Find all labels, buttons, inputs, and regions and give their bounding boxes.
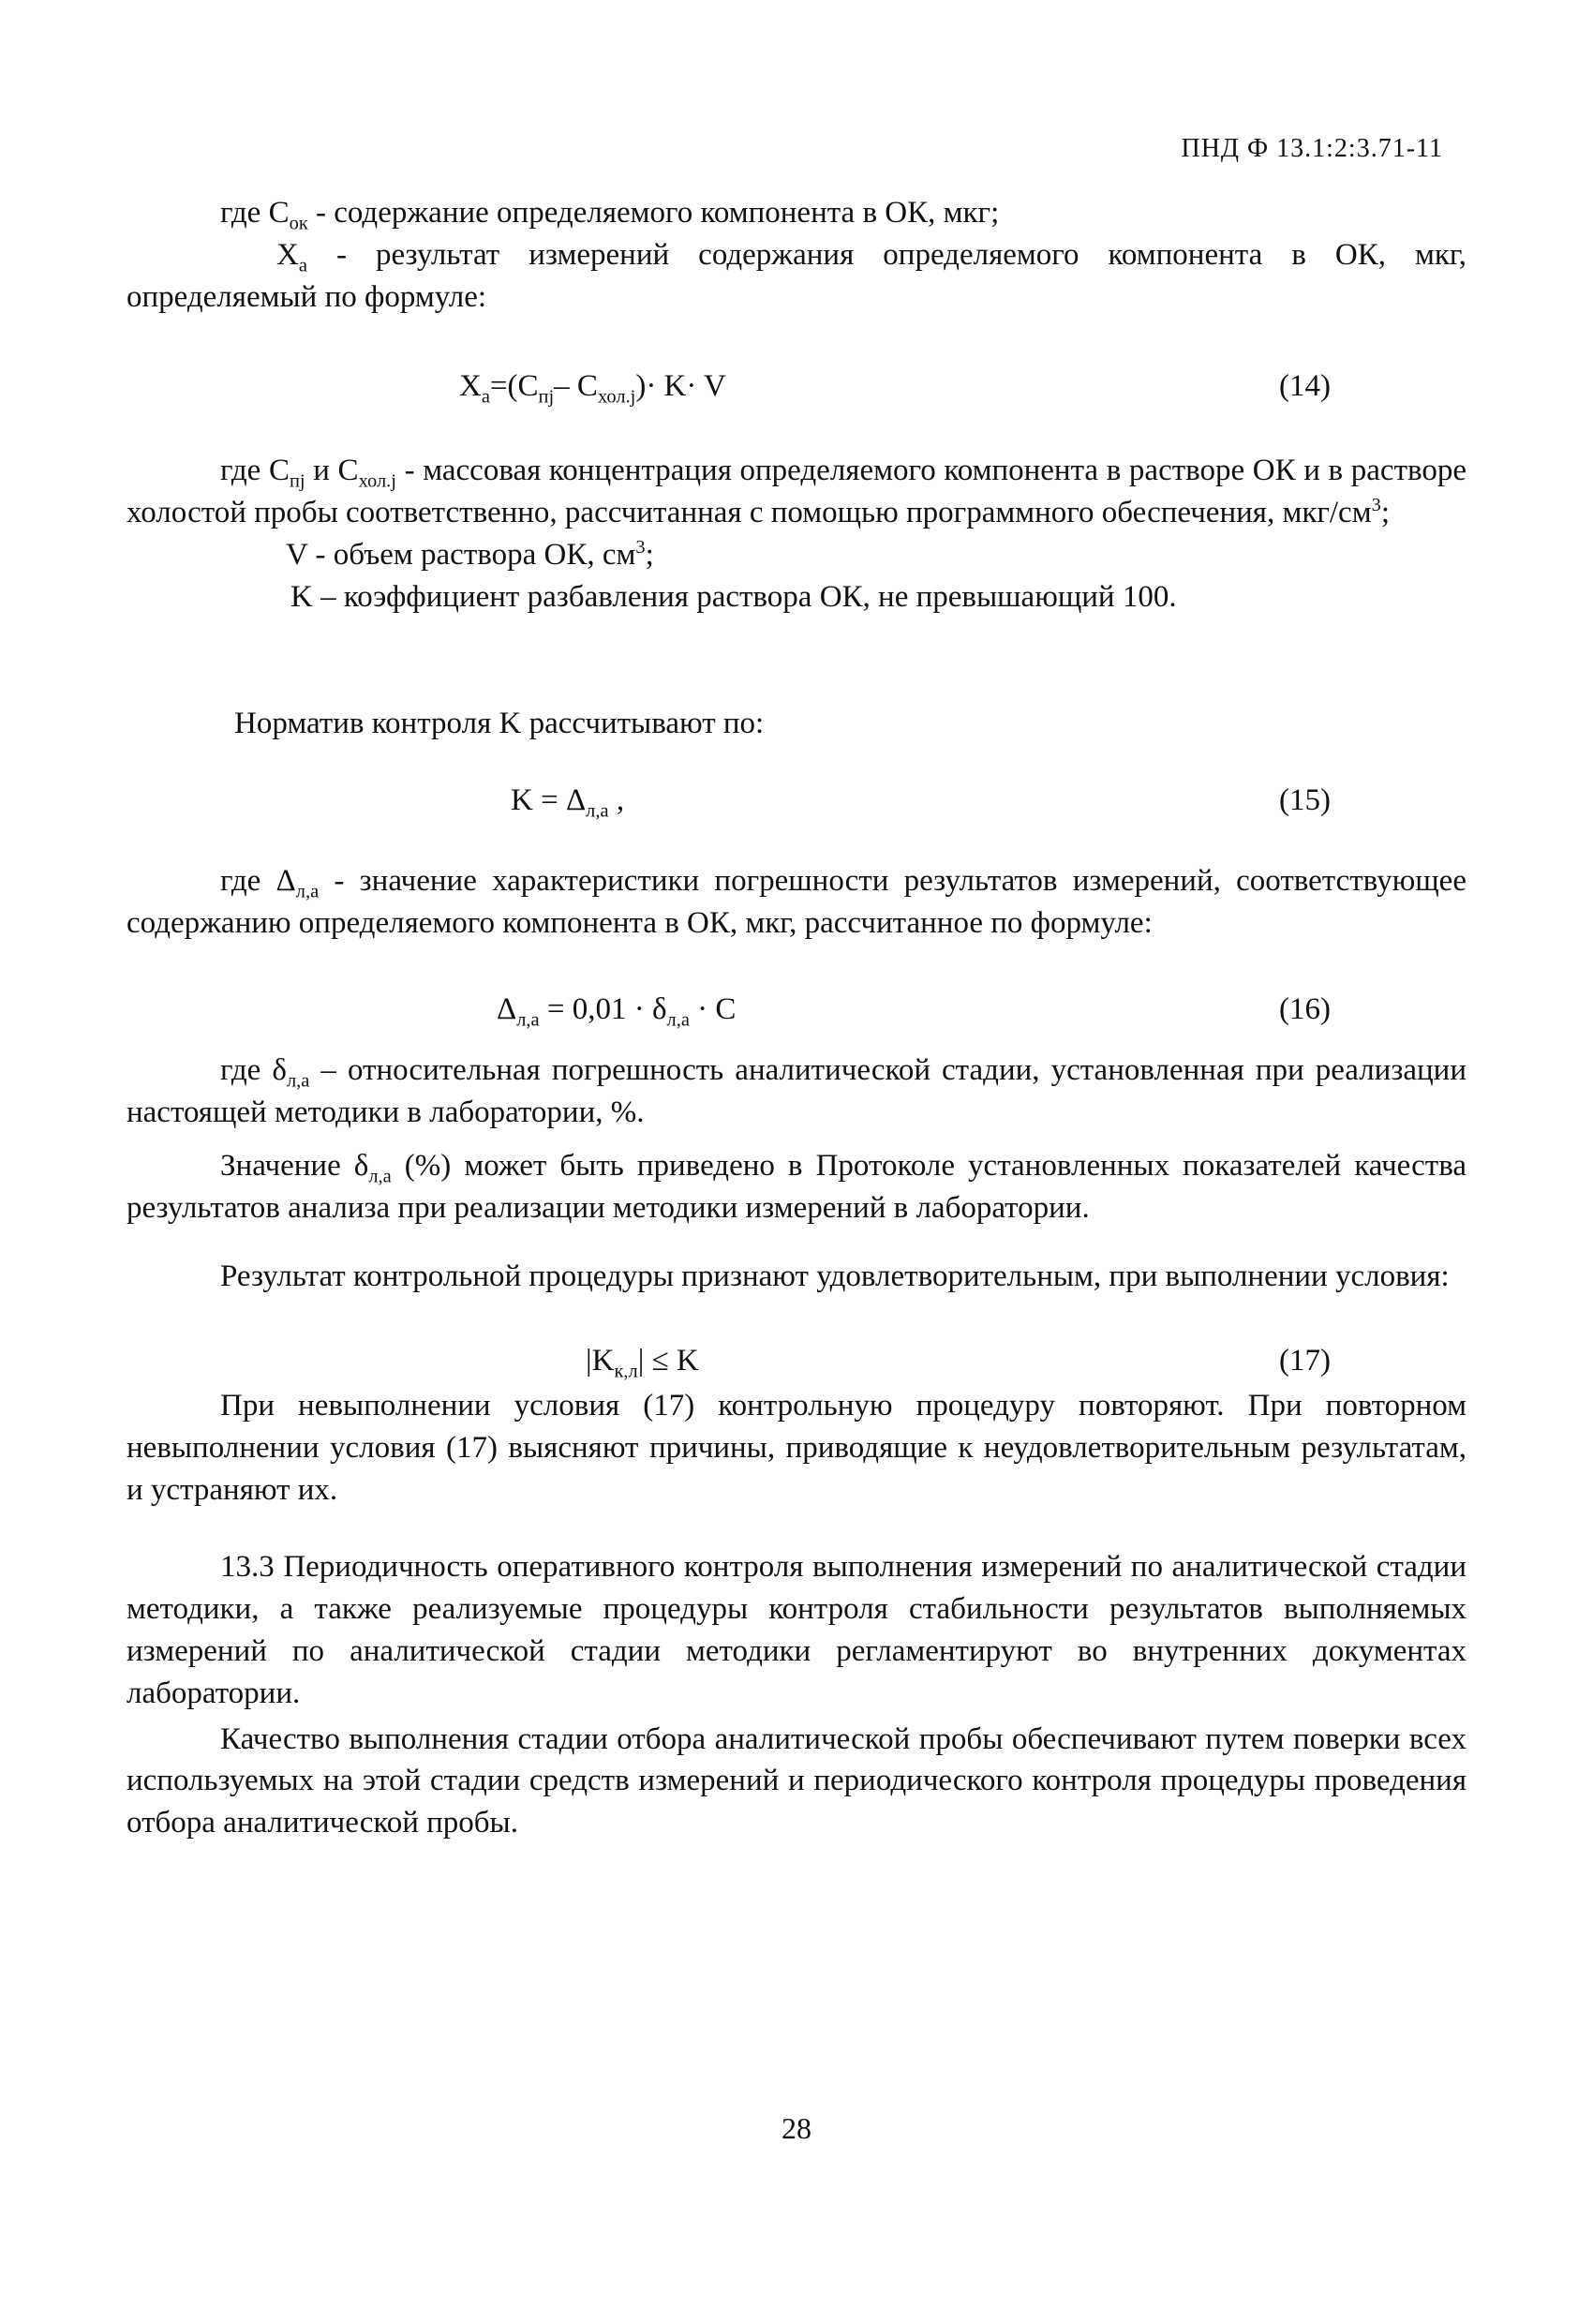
formula-14 [0,365,1340,412]
formula-16-number: (16) [1279,992,1331,1026]
formula-14-expression: $X_a=(C_{пj}-$ $C_{хол.j})\cdot K\cdot V$ [459,369,726,408]
document-code: ПНД Ф 13.1:2:3.71-11 [1181,134,1443,163]
repeat-procedure [127,1385,1466,1512]
formula-16-expression: $\Delta_{л,а} = 0,01 \cdot \delta_{л,а} \cdot C$ [497,992,737,1031]
page-number: 28 [782,2111,811,2145]
definition-volume: V - объем раствора ОК, $см^3$; [286,536,654,572]
formula-17 [0,1340,1340,1387]
definition-k: K – коэффициент разбавления раствора ОК, не превышающий 100. [290,579,1177,614]
definitions-block-2 [127,450,1466,618]
section-13-3-paragraph: 13.3 Периодичность оперативного контроля выполнения измерений по аналитической стадии методики, а также реализуемые процедуры контроля стабильности результатов выполняемых измерений по аналитической стадии методики регламентируют во внутренних документах лаборатории. [127,1550,1466,1710]
delta-protocol-text: Значение $\delta_{л,а}$ (%) может быть приведено в Протоколе установленных показателей качества результатов анализа при реализации методики измерений в лаборатории. [127,1148,1466,1225]
formula-15-expression: $K = \Delta_{л,а}$ , [511,783,625,822]
formula-17-number: (17) [1279,1344,1331,1378]
definition-c-ok: где $C_{ок}$ - содержание определяемого компонента в ОК, мкг; [220,196,1000,234]
norm-intro-text: Норматив контроля K рассчитывают по: [234,707,765,740]
definition-x-a: $X_a$ - результат измерений содержания определяемого компонента в ОК, мкг, определяемый по формуле: [127,237,1466,314]
delta-relative-text: где $\delta_{л,а}$ – относительная погрешность аналитической стадии, установленная при реализации настоящей методики в лаборатории, %. [127,1053,1466,1129]
definition-concentrations: где $C_{пj}$ и $C_{хол.j}$ - массовая концентрация определяемого компонента в растворе ОК и в растворе холостой пробы соответственно, рассчитанная с помощью программного обеспечения, мкг/$см^3$; [127,454,1467,529]
result-condition-text: Результат контрольной процедуры признают удовлетворительным, при выполнении условия: [220,1259,1450,1293]
section-13-3 [127,1546,1466,1844]
formula-15 [0,780,1340,827]
formula-16 [0,989,1340,1035]
formula-15-number: (15) [1279,783,1331,817]
sampling-quality-paragraph: Качество выполнения стадии отбора аналитической пробы обеспечивают путем поверки всех используемых на этой стадии средств измерений и периодического контроля процедуры проведения отбора аналитической пробы. [127,1721,1466,1840]
delta-definition-text: где $\Delta_{л,а}$ - значение характеристики погрешности результатов измерений, соответствующее содержанию определяемого компонента в ОК, мкг, рассчитанное по формуле: [127,864,1466,940]
formula-17-expression: $|K_{к,л}| \le K$ [586,1344,699,1382]
result-condition [127,1256,1466,1298]
formula-14-number: (14) [1279,369,1331,403]
repeat-procedure-text: При невыполнении условия (17) контрольную процедуру повторяют. При повторном невыполнении условия (17) выясняют причины, приводящие к неудовлетворительным результатам, и устраняют их. [127,1389,1466,1507]
norm-intro [127,703,1466,745]
delta-definition [127,860,1466,945]
definitions-block-1 [127,192,1466,319]
delta-relative-block [127,1050,1466,1229]
